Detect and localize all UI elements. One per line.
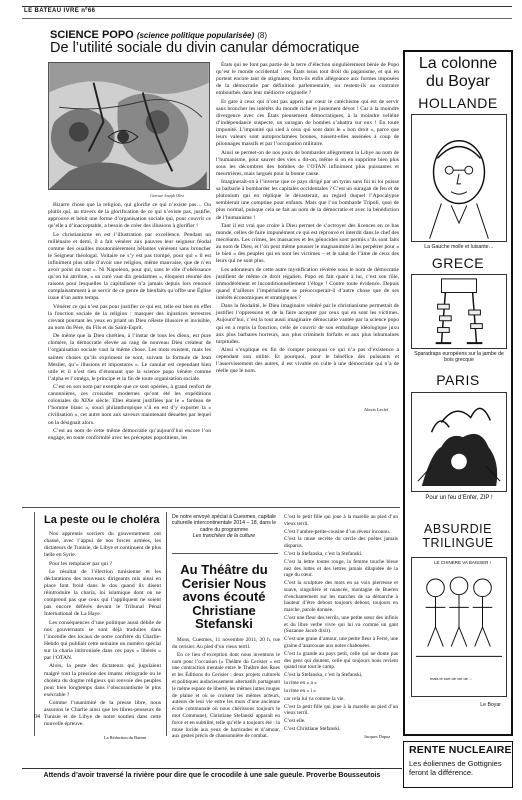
cuesmes-intro-program: Les tranchées de la culture bbox=[192, 532, 256, 539]
cuesmes-body-right bbox=[284, 514, 398, 736]
line: C’est la petit fille qui joue à la marelle au pied d’un vieux terril. bbox=[284, 703, 398, 717]
paragraph: Alors, la peste des dictateurs qui jugulaient malgré tout la pression des imams rétrograde ou le choléra du dogme religieux qui renvoie des peuples pour bien longtemps dans l’obscurantisme le plus exécrable ? bbox=[44, 663, 161, 698]
rente-text: Les éoliennes de Gottignies feront la différence. bbox=[409, 759, 502, 777]
cuesmes-body-left bbox=[172, 637, 280, 740]
column-divider bbox=[166, 512, 167, 736]
paragraph: Les adorateurs de cette autre mystification révérée sous le nom de démocratie justifient de même ce droit régalien. Popo en fait quant à lui, c’est son rôle, immodérément et inconditionnellement l’éloge ! Contre toute évidence. Depuis quand d’ailleurs l’impérialisme se préoccuperait-il d’autre chose que de ses intérêts économiques et stratégiques ? bbox=[216, 266, 399, 301]
peste-border-left bbox=[34, 512, 35, 736]
line: C’est une grane d’amour, une petite fleur à Ferré, une graine d’anarcouae aux notes chabouées. bbox=[284, 636, 398, 649]
peste-body bbox=[44, 531, 161, 741]
cuesmes-intro-text: De notre envoyé spécial à Cuesmes, capitale culturelle intercontinentale 2014 – 18, dans le cadre du programme bbox=[171, 514, 277, 533]
cuesmes-rule bbox=[172, 553, 278, 554]
engraving-caption: Gravure Joseph Olivi bbox=[150, 193, 185, 198]
page-number: 04 bbox=[34, 714, 40, 720]
article-signature: Alexis Leclef bbox=[364, 407, 389, 412]
paragraph: Nos apprentis sorciers du gouvernement ont chassé, avec l’appui de nos forces armées, les dictateurs de Tunisie, de Libye et continuent de plus belle en Syrie. bbox=[44, 531, 161, 559]
paragraph: Vénérer ce qui n’est pas pour justifier ce qui est, telle est bien en effet la fonction sociale de la religion : masquer des injustices terrestres crevant pourtant les yeux en priant un Dieu céleste illusoire et invisible, au nom du Père, du Fils et du Saint-Esprit. bbox=[48, 303, 211, 331]
cartoon-grece bbox=[411, 274, 507, 349]
footer-proverb: Attends d’avoir traversé la rivière pour dire que le crocodile à une sale gueule. Proverbe Bousseutois bbox=[43, 772, 381, 779]
line: la rime en « a » bbox=[284, 680, 317, 687]
caption-hollande: La Gauche molle et luisante… bbox=[424, 244, 494, 250]
grece-drawing bbox=[412, 275, 506, 348]
top-rule bbox=[22, 6, 512, 7]
paragraph: Et gare à ceux qui n’ont pas appris par cœur le catéchisme qui est de servir sans broncher les intérêts du monde riche et justement dévot ! Car à la moindre divergence avec ces États pieusement démocratiques, à la moindre velléité d’indépendance suspecte, un ouragan de bombes s’abattra sur eux ! En toute impunité. L’impunité qui sied à ceux qui sont dans le « bon droit », parce que leurs valeurs sont autoproclamées bonnes, tussent-elles assénées à coup de pilonnages massifs et par l’occupation militaire. bbox=[216, 98, 399, 148]
header-rule bbox=[22, 18, 512, 19]
line: C’est Christiane Stefanski. bbox=[284, 726, 341, 733]
sidebar-title-line2: du Boyar bbox=[425, 73, 491, 90]
line: C’est la Stefanska, c’est la Stefanski, bbox=[284, 672, 363, 679]
paragraph: En ce lieu d’exception dont nous inventons le nom pour l’occasion (« Théâtre du Cerisier » est une contraction mentale entre le Théâtre des Rues et les Éditions du Cerisier : deux projets culturels et politiques audacieusement alternatifs partageant le même espace de liberté, les mêmes luttes rouges de plaine et où se croisent les mêmes acteurs, auteurs de leur vie entre les murs d’une ancienne école communale où nous chérissons toujours le mot Commune), Christiane Stefanski apparaît en force et en subtilité, telle qu’elle a toujours été : la muse lucide aux yeux de barricades et d’amour, aux gestes précis de chansonnière de combat. bbox=[172, 651, 280, 740]
caption-paris: Pour un feu d’Enfer, ZIP ! bbox=[425, 495, 493, 501]
cartoon-paris bbox=[411, 392, 507, 492]
paragraph: Mons, Cuesmes, 11 novembre 2011, 20 h, rue du cerisier. Au pied d’un vieux terril. bbox=[172, 637, 280, 650]
absurdie-speech: LE CHINERE VA BAISSER ! bbox=[434, 560, 491, 565]
paragraph: Imaginerait-on à l’inverse que ce pays dirigé par un tyran sans foi ni loi puisse sa barbarie à bombarder les capitales occidentales ? C’est un ouragan de feu et de plutonium qui en réplique le dévasterait, au regard duquel l’Apocalypse semblerait une comptine pour enfants. Mais que l’on bombarde Tripoli, quoi de plus normal, puisque cela se fait au nom de la démocratie et avec la bénédiction de l’humanisme ! bbox=[216, 179, 399, 221]
cartoon-absurdie bbox=[411, 557, 507, 697]
peste-signature: La Rédaction du Bateau bbox=[104, 735, 147, 740]
line: C’est la grande au pays petit, celle qui ne doute pas des gens qui doutent, celle qui toujours nous revient quand tout tout le camp. bbox=[284, 650, 398, 671]
paris-drawing bbox=[412, 393, 506, 491]
paragraph: De même que la Dieu chrétien, à l’instar de tous les dieux, est pure chimère, la démocratie élevée au rang de nouveau Dieu créateur de l’organisation sociale vaut la même chose. Les mots existent, mais les saintes choses qu’ils expriment ne sont, suivant la formule de Jean Meslier, qu’« illusions et impostures ». Le canular est cependant bien utile et il n’est rien d’étonnant que la science popo vénère comme l’alpha et l’oméga, le principe et la fin de toute organisation sociale. bbox=[48, 333, 211, 382]
line: C’est le petit fille qui joue à la marelle au pied d’un vieux terril. bbox=[284, 514, 398, 527]
cuesmes-title: Au Théâtre du Cerisier Nous avons écouté Christiane Stefanski bbox=[180, 562, 268, 631]
line: C’est une fleur des terrils, une petite sœur des infinis et du libre verbe vivre qui lui va comme un gant (Suzanne Jacob dixit). bbox=[284, 614, 398, 635]
article-column-left bbox=[48, 202, 211, 487]
line: C’est l’ambre-petite-cousine d’un rêveur inconnu. bbox=[284, 528, 391, 535]
masthead: LE BATEAU IVRE nº66 bbox=[24, 8, 96, 14]
line: car cela lui va comme la vie. bbox=[284, 695, 345, 702]
paragraph: Comme l’unanimité de la presse libre, nous assurons le Charlie ainsi que les libres-penseurs de Tunisie et de Libye de notre soutien dans cette nouvelle épreuve. bbox=[44, 700, 161, 728]
section-divider bbox=[22, 507, 400, 508]
line: la rime en « i » bbox=[284, 687, 316, 694]
kicker-sub: (science politique popularisée) bbox=[136, 31, 255, 40]
line: C’est la lettre toutes rouge, la femme touche bleue nez des luttes et des lettres jamais dilapidée de la rage du cœur. bbox=[284, 558, 398, 579]
caption-grece: Sparadraps européens sur la jambe de bois grecque bbox=[414, 351, 504, 363]
line: C’est la muse secrète du cercle des poètes jamais disparus. bbox=[284, 536, 398, 550]
paragraph: Le christianisme en est l’illustration par excellence. Pendant un millénaire et demi, il a fait vénérer aux pauvres leur seigneur féodal comme des ouailles moutonnièrement bêlantes vénèrent sans broncher le Seigneur théologal. Voltaire ne s’y est pas trompé, pour qui « il est infiniment plus utile d’avoir une religion, même mauvaise, que de n’en avoir point du tout ». Ni Napoléon, pour qui, sans le rôle d’obéissance qu’on lui attribue, « un curé vaut dix gendarmes », éloquent résumé des raisons pour lesquelles la capitalisme n’a jamais depuis lors renoncé complaisamment à se servir de ce genre de bienfaits qu’offre une Église issue d’un autre temps. bbox=[48, 231, 211, 302]
boyar-sidebar bbox=[403, 50, 513, 736]
paragraph: Dans la féodalité, le Dieu imaginaire vénéré par le christianisme permettait de justifier l’oppression et de la faire accepter par ceux qui en sont les victimes. Aujourd’hui, c’est la tout aussi imaginaire démocratie vantée par la science popo qui en a repris la fonction, celle de couvrir de son emballage idéologique juxu aux plus barbares horreurs, aux plus criminels forfaits et aux plus inhumaines turpitudes. bbox=[216, 303, 399, 345]
panel-label-absurdie: ABSURDIE TRILINGUE bbox=[422, 522, 494, 550]
cuesmes-signature: Jacques Dapoz bbox=[364, 734, 391, 739]
paragraph: C’est au nom de cette même démocratie qu’aujourd’hui encore l’on engage, en toute conformité avec les préceptes popolitiens, les bbox=[48, 427, 211, 441]
article-engraving bbox=[48, 62, 210, 190]
hollande-drawing bbox=[412, 115, 506, 241]
paragraph: Ainsi se permet-on de nos jours de bombarder allègrement la Libye au nom de l’humanisme, pour sauver des vies « dit-on, même si on en supprime bien plus sous les décombres des bombes de l’OTAN infiniment plus puissantes et meurtrières, mais largués pour la bonne cause. bbox=[216, 149, 399, 177]
absurdie-subtext: mais le sort de vie de ... bbox=[430, 676, 473, 681]
kicker-main: SCIENCE POPO bbox=[50, 29, 134, 41]
line: C’est elle. bbox=[284, 718, 306, 725]
paragraph: États qui ne font pas partie de la terre d’élection singulièrement bénie de Popo qu’est le monde occidental : ces États issus tout droit du paganisme, et qui en portent encore tant de stigmates, forts-ils enfin allégeance aux formes imposées de la démocratie par définition parlementaire, ou restent-ils au contraire embourbés dans leur médiocre originelle ? bbox=[216, 62, 399, 97]
paragraph: Les conséquences d’une politique aussi débile de nos gouvernants se sont déjà traduites dans l’incendie des locaux de notre confrère du Charlie-Hebdo qui publiait cette semaine un numéro spécial sur la charia intitronisée dans ces pays « libérés » par l’OTAN. bbox=[44, 619, 161, 662]
engraving-illustration bbox=[49, 63, 209, 189]
rente-nucleaire-box bbox=[403, 741, 513, 788]
panel-label-paris: PARIS bbox=[436, 372, 480, 388]
article-headline: De l’utilité sociale du divin canular démocratique bbox=[50, 40, 360, 56]
peste-title: La peste ou le choléra bbox=[44, 514, 160, 526]
cartoon-hollande bbox=[411, 114, 507, 242]
line: C’est la Stefanska, c’est la Stefanski. bbox=[284, 551, 363, 558]
paragraph: Le résultat de l’élection tunisienne et les déclarations des nouveaux dirigeants mis ainsi en place font froid dans le dos quand ils disent réintroduire la charia, loi islamique dont on ne comprend pas que ceux qui l’appliquent ne soient pas encore déférés devant le Tribunal Pénal International de La Haye. bbox=[44, 568, 161, 618]
rente-title: RENTE NUCLEAIRE bbox=[409, 744, 512, 756]
paragraph: C’est en son nom par exemple que ce sont opérées, à grand renfort de canonnières, ces croisades modernes qu’ont été les expéditions coloniales du XIXe siècle. Elles étaient justifiées par le « fardeau de l’homme blanc », souci philanthropique s’il en est d’y exporter la « civilisation », cet autre nom aux saveurs maintenant désuètes par lequel on la désignait alors. bbox=[48, 384, 211, 426]
kicker-num: (8) bbox=[257, 31, 268, 40]
line: C’est la sculpture des mots en sa voix pierreuse et suave, singulière et nuancée, montagne de Bueren d’enchantement sur les marches de sa démarche à hauteur d’être debout toujours debout, toujours en marche, parole donnée. bbox=[284, 580, 398, 614]
paragraph: Tant il est vrai que croire à Dieu permet de s’octroyer des licences en ce bas monde, celles de faire impunément ce qui est réprouvé et interdit dans le chef des mécréants. Les crimes, les massacres et les génocides sont permis s’ils sont faits au nom de Dieu, et l’on peut même pousser le magnanimité à les perpétrer pour « le bien » des peuples qui en sont les victimes – et le salut de l’âme de ceux des leurs qui ne sont plus. bbox=[216, 222, 399, 265]
paragraph: Pour les remplacer par qui ? bbox=[49, 560, 112, 567]
paragraph: Ainsi s’explique en fin de compte pourquoi ce qui n’a pas d’existence a cependant son utilité. Et pourquoi, pour le bénéfice des puissants et l’asservissement des autres, il est vivable en culte à une démocratie qui n’a de réelle que le nom. bbox=[216, 346, 399, 375]
footer-rule bbox=[22, 768, 402, 769]
cuesmes-intro bbox=[168, 514, 280, 539]
paragraph: Bizarre chose que la religion, qui glorifie ce qui n’existe pas… Ou plutôt qui, au travers de la glorification de ce qui n’existe pas, justifie, approuve et bénit une forme d’organisation sociale qui, pour couvrir ce qu’elle a d’inacceptable, a besoin de créer des illusions à glorifier ! bbox=[48, 202, 211, 230]
panel-label-hollande: HOLLANDE bbox=[418, 95, 498, 111]
caption-absurdie: Le Boyar bbox=[480, 702, 501, 708]
panel-label-grece: GRECE bbox=[431, 255, 485, 271]
sidebar-title-line1: La colonne bbox=[418, 55, 498, 72]
article-column-right bbox=[216, 62, 399, 405]
